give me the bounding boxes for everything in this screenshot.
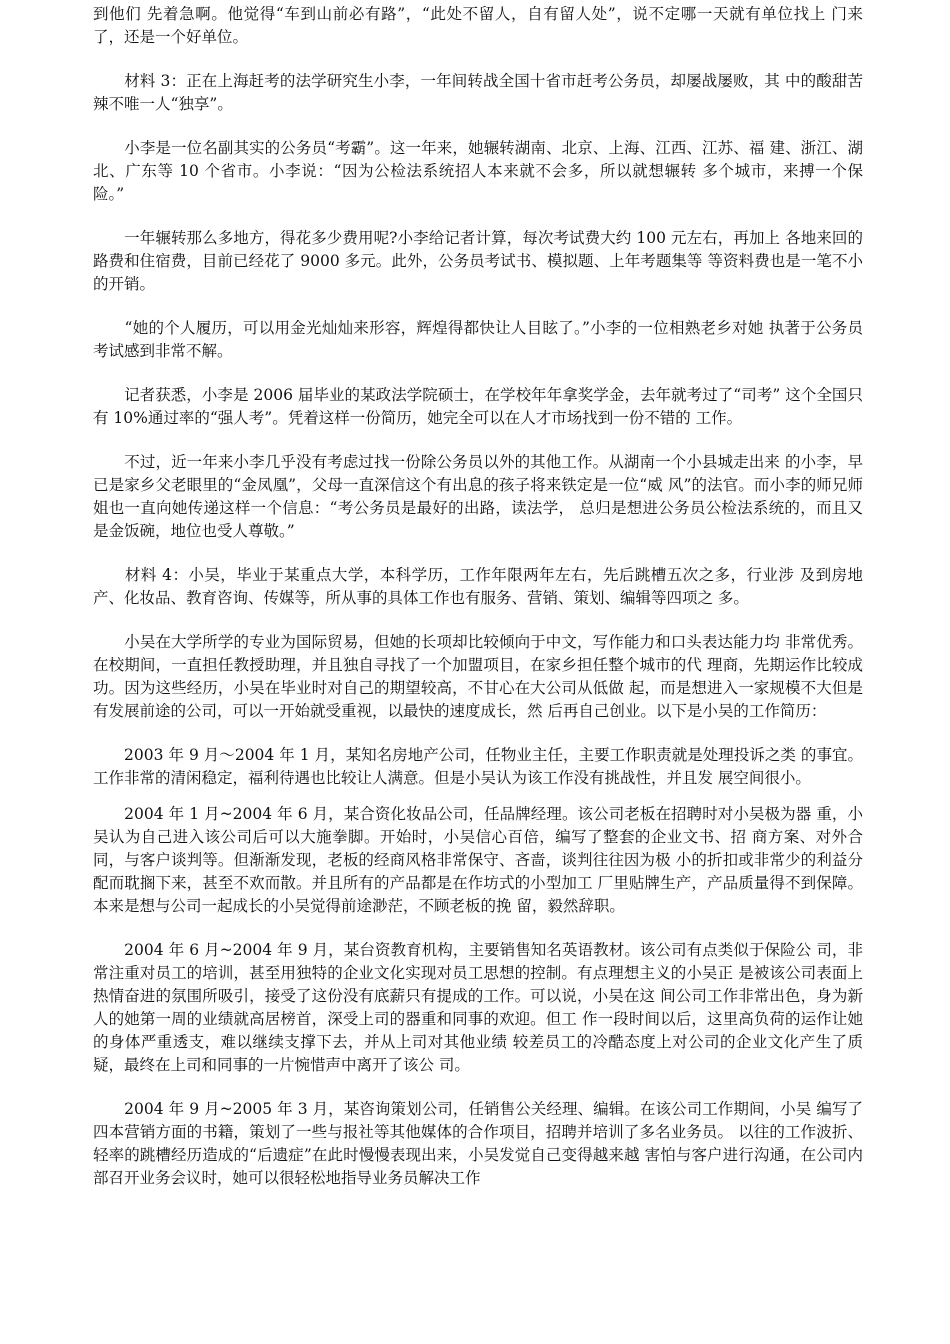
paragraph-job-education: 2004 年 6 月~2004 年 9 月，某台资教育机构，主要销售知名英语教材。该公司有点类似于保险公 司，非常注重对员工的培训，甚至用独特的企业文化实现对员工思想的控制。有点理想主义的小吴正 是被该公司表面上热情奋进的氛围所吸引，接受了这份没有底薪只有提成的工作。可以说，小吴在这 间公司工作非常出色，身为新人的她第一周的业绩就高居榜首，深受上司的器重和同事的欢迎。但工 作一段时间以后，这里高负荷的运作让她的身体严重透支，难以继续支撑下去，并从上司对其他业绩 较差员工的冷酷态度上对公司的企业文化产生了质疑，最终在上司和同事的一片惋惜声中离开了该公 司。 xyxy=(93,941,863,1074)
paragraph-job-consulting: 2004 年 9 月~2005 年 3 月，某咨询策划公司，任销售公关经理、编辑。在该公司工作期间，小吴 编写了四本营销方面的书籍，策划了一些与报社等其他媒体的合作项目，招聘并培训了多名业务员。 以往的工作波折、轻率的跳槽经历造成的“后遗症”在此时慢慢表现出来，小吴发觉自己变得越来越 害怕与客户进行沟通，在公司内部召开业务会议时，她可以很轻松地指导业务员解决工作 xyxy=(93,1100,863,1187)
paragraph-material-4: 材料 4：小吴，毕业于某重点大学，本科学历，工作年限两年左右，先后跳槽五次之多，行业涉 及到房地产、化妆品、教育咨询、传媒等，所从事的具体工作也有服务、营销、策划、编辑等四项之 多。 xyxy=(93,566,863,607)
paragraph-xiaowu-profile: 小吴在大学所学的专业为国际贸易，但她的长项却比较倾向于中文，写作能力和口头表达能力均 非常优秀。在校期间，一直担任教授助理，并且独自寻找了一个加盟项目，在家乡担任整个城市的代 理商，先期运作比较成功。因为这些经历，小吴在毕业时对自己的期望较高，不甘心在大公司从低做 起，而是想进入一家规模不大但是有发展前途的公司，可以一开始就受重视，以最快的速度成长，然 后再自己创业。以下是小吴的工作简历： xyxy=(93,633,863,720)
paragraph-material-3: 材料 3：正在上海赶考的法学研究生小李，一年间转战全国十省市赶考公务员，却屡战屡败，其 中的酸甜苦辣不唯一人“独享”。 xyxy=(93,72,863,113)
paragraph-xiaoli-resume: “她的个人履历，可以用金光灿灿来形容，辉煌得都快让人目眩了。”小李的一位相熟老乡对她 执著于公务员考试感到非常不解。 xyxy=(93,319,863,360)
paragraph-intro-continuation: 到他们 先着急啊。他觉得“车到山前必有路”，“此处不留人，自有留人处”，说不定哪一天就有单位找上 门来了，还是一个好单位。 xyxy=(93,5,863,46)
paragraph-xiaoli-family: 不过，近一年来小李几乎没有考虑过找一份除公务员以外的其他工作。从湖南一个小县城走出来 的小李，早已是家乡父老眼里的“金凤凰”，父母一直深信这个有出息的孩子将来铁定是一位“威 风”的法官。而小李的师兄师姐也一直向她传递这样一个信息：“考公务员是最好的出路，读法学， 总归是想进公务员公检法系统的，而且又是金饭碗，地位也受人尊敬。” xyxy=(93,453,863,540)
paragraph-job-real-estate: 2003 年 9 月～2004 年 1 月，某知名房地产公司，任物业主任，主要工作职责就是处理投诉之类 的事宜。工作非常的清闲稳定，福利待遇也比较让人满意。但是小吴认为该工作没有挑战性，并且发 展空间很小。 xyxy=(93,746,863,787)
document-page xyxy=(93,0,863,1190)
paragraph-xiaoli-costs: 一年辗转那么多地方，得花多少费用呢?小李给记者计算，每次考试费大约 100 元左右，再加上 各地来回的路费和住宿费，目前已经花了 9000 多元。此外，公务员考试书、模拟题、上年考题集等 等资料费也是一笔不小的开销。 xyxy=(93,229,863,293)
paragraph-job-cosmetics: 2004 年 1 月~2004 年 6 月，某合资化妆品公司，任品牌经理。该公司老板在招聘时对小吴极为器 重，小吴认为自己进入该公司后可以大施拳脚。开始时，小吴信心百倍，编写了整套的企业文书、招 商方案、对外合同，与客户谈判等。但渐渐发现，老板的经商风格非常保守、吝啬，谈判往往因为极 小的折扣或非常少的利益分配而耽搁下来，甚至不欢而散。并且所有的产品都是在作坊式的小型加工 厂里贴牌生产，产品质量得不到保障。本来是想与公司一起成长的小吴觉得前途渺茫，不顾老板的挽 留，毅然辞职。 xyxy=(93,805,863,915)
paragraph-xiaoli-kaoba: 小李是一位名副其实的公务员“考霸”。这一年来，她辗转湖南、北京、上海、江西、江苏、福 建、浙江、湖北、广东等 10 个省市。小李说：“因为公检法系统招人本来就不会多，所以就想辗转 多个城市，来搏一个保险。” xyxy=(93,139,863,203)
paragraph-xiaoli-background: 记者获悉，小李是 2006 届毕业的某政法学院硕士，在学校年年拿奖学金，去年就考过了“司考” 这个全国只有 10%通过率的“强人考”。凭着这样一份简历，她完全可以在人才市场找到一份不错的 工作。 xyxy=(93,386,863,427)
